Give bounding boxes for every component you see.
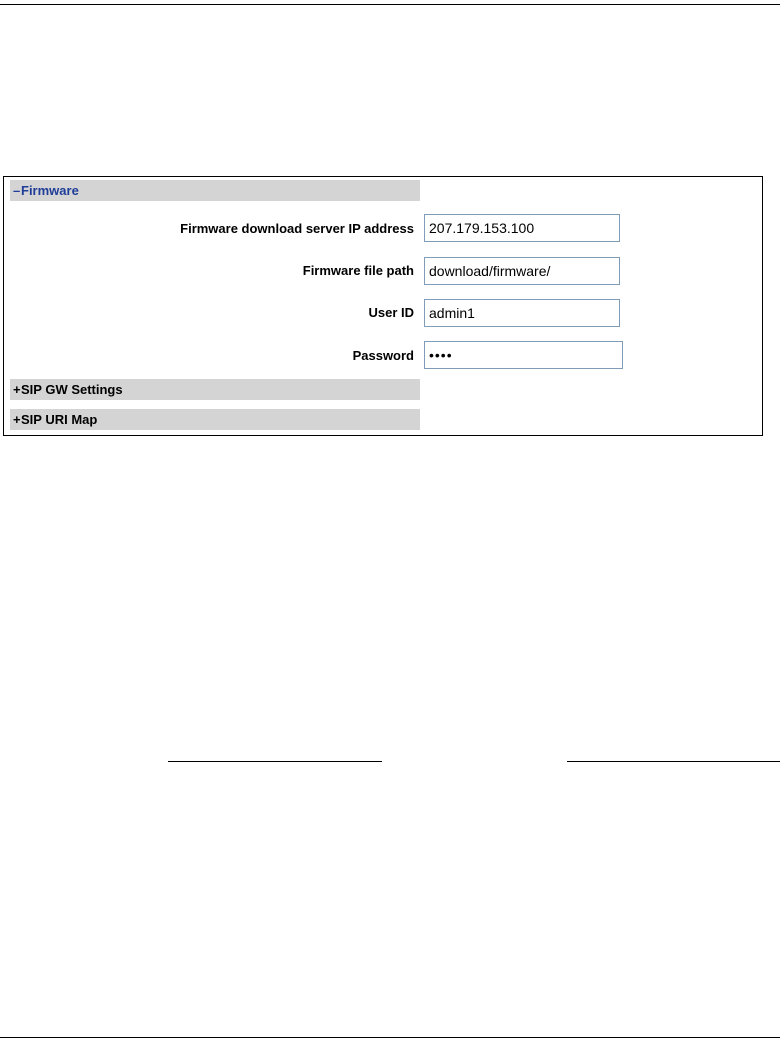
password-input[interactable] <box>424 341 623 369</box>
page-top-rule <box>0 4 780 5</box>
user-id-label: User ID <box>368 305 414 320</box>
server-ip-input[interactable] <box>424 214 620 242</box>
settings-panel <box>3 176 763 436</box>
server-ip-label: Firmware download server IP address <box>180 221 414 236</box>
section-title-firmware: Firmware <box>21 183 79 198</box>
user-id-input[interactable] <box>424 299 620 327</box>
blank-line-left <box>168 761 382 762</box>
section-title-sip-uri-map: SIP URI Map <box>21 412 98 427</box>
password-label: Password <box>352 348 414 363</box>
blank-line-right <box>567 761 780 762</box>
section-header-sip-uri-map[interactable] <box>10 409 420 430</box>
section-header-firmware[interactable] <box>10 180 420 201</box>
page-bottom-rule <box>0 1037 780 1038</box>
section-title-sip-gw-settings: SIP GW Settings <box>21 382 123 397</box>
file-path-label: Firmware file path <box>302 263 414 278</box>
expand-toggle-icon: + <box>13 382 21 397</box>
collapse-toggle-icon: – <box>13 183 21 198</box>
expand-toggle-icon: + <box>13 412 21 427</box>
file-path-input[interactable] <box>424 257 620 285</box>
section-header-sip-gw-settings[interactable] <box>10 379 420 400</box>
